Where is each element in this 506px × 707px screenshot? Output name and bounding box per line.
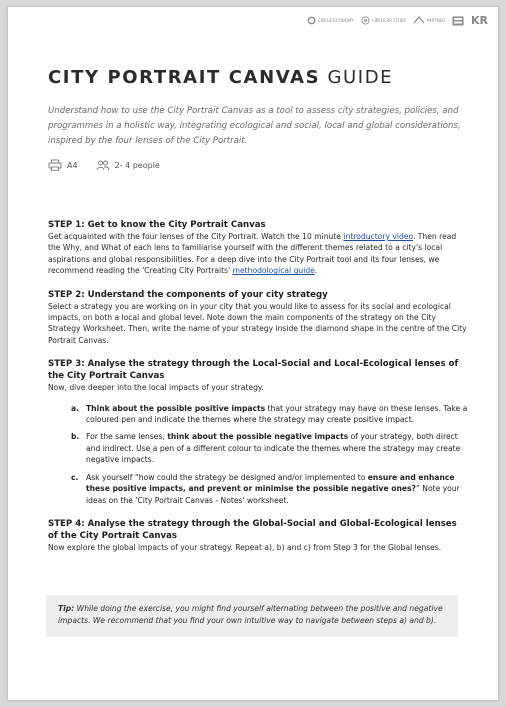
item-text [86,472,468,506]
steps-content [48,219,468,553]
item-body: of your strategy, both direct and indirect. Use a pen of a different colour to indicate the themes where the strategy may create negative impacts. [86,432,461,465]
paper-size [48,159,78,171]
tip-text: While doing the exercise, you might find yourself alternating between the positive and negative impacts. We recommend that you find your own intuitive way to navigate between steps a) and b). [58,604,443,625]
methodological-guide-link[interactable]: methodological guide [232,266,315,276]
meta-row [48,159,178,171]
item-label: a. [71,403,80,413]
step2-text: Select a strategy you are working on in your city that you would like to assess for its social and ecological impacts, on both a local and global level. Note down the main components of the strategy on the City Strategy Worksheet. Then, write the name of your strategy inside the diamond shape in the centre of the City Portrait Canvas. [48,301,467,345]
introductory-video-link[interactable]: introductory video [343,232,413,241]
step3-item-a [71,403,468,426]
step3-heading: STEP 3: Analyse the strategy through the Local-Social and Local-Ecological lenses of the City Portrait Canvas [48,359,459,382]
step1-text-part: . [314,266,318,276]
step1-text-part: Get acquainted with the four lenses of the City Portrait. Watch the 10 minute [48,232,344,241]
people-label: 2- 4 people [114,160,160,170]
item-body: ” Note your ideas on the 'City Portrait Canvas - Notes' worksheet. [86,484,460,505]
logo-text: CIRCULAR CITIES [371,17,406,23]
item-text [86,431,468,465]
logo-text: KR [471,14,488,27]
circle-economy-logo-icon [307,16,354,25]
document-page [8,7,498,700]
tip-label: Tip: [58,604,75,613]
step2-heading: STEP 2: Understand the components of your city strategy [48,289,328,300]
item-bold: think about the possible negative impacts [167,432,349,442]
kr-logo-icon [471,15,488,26]
page-title [48,67,393,88]
title-bold: CITY PORTRAIT CANVAS [48,67,321,88]
step3-item-c [71,472,468,506]
item-label: b. [71,432,80,442]
step1-heading: STEP 1: Get to know the City Portrait Canvas [48,220,266,230]
step4-heading: STEP 4: Analyse the strategy through the Global-Social and Global-Ecological lenses of the City Portrait Canvas [48,518,457,541]
circular-cities-logo-icon [361,16,406,25]
item-text [86,403,468,426]
logo-text: PARTNER [426,17,445,23]
building-logo-icon [452,16,464,26]
logo-text: CIRCLE ECONOMY [317,17,354,23]
item-body: that your strategy may have on these lenses. Take a coloured pen and indicate the themes where the strategy may create positive impact. [86,403,468,425]
step1-text [48,231,468,277]
intro-text: Understand how to use the City Portrait Canvas as a tool to assess city strategies, policies, and programmes in a holistic way, integrating ecological and social, local and global considerations, inspired by the four lenses of the City Portrait. [48,106,461,146]
item-bold: ensure and enhance these positive impacts, and prevent or minimise the possible negative ones? [86,472,455,494]
step1-text-part: . Then read the Why, and What of each lens to familiarise yourself with the different themes related to a city's local aspirations and global responsibilities. For a deep dive into the City Portrait tool and its four lenses, we recommend reading the 'Creating City Portraits' [48,232,457,276]
partner-logo-icon [413,16,445,25]
tip-box [46,595,458,637]
partner-logos [307,15,488,26]
printer-icon [48,159,62,171]
paper-size-label: A4 [67,160,78,170]
people-count [96,160,160,171]
step4-text: Now explore the global impacts of your strategy. Repeat a), b) and c) from Step 3 for the Global lenses. [48,542,442,552]
step3-text: Now, dive deeper into the local impacts of your strategy. [48,383,264,393]
item-pre: For the same lenses, [86,432,168,442]
step3-item-b [71,431,468,465]
item-pre: Ask yourself “how could the strategy be designed and/or implemented to [86,472,368,482]
item-bold: Think about the possible positive impacts [86,403,266,413]
title-regular: GUIDE [320,67,394,88]
item-label: c. [71,472,79,482]
people-icon [96,160,110,171]
